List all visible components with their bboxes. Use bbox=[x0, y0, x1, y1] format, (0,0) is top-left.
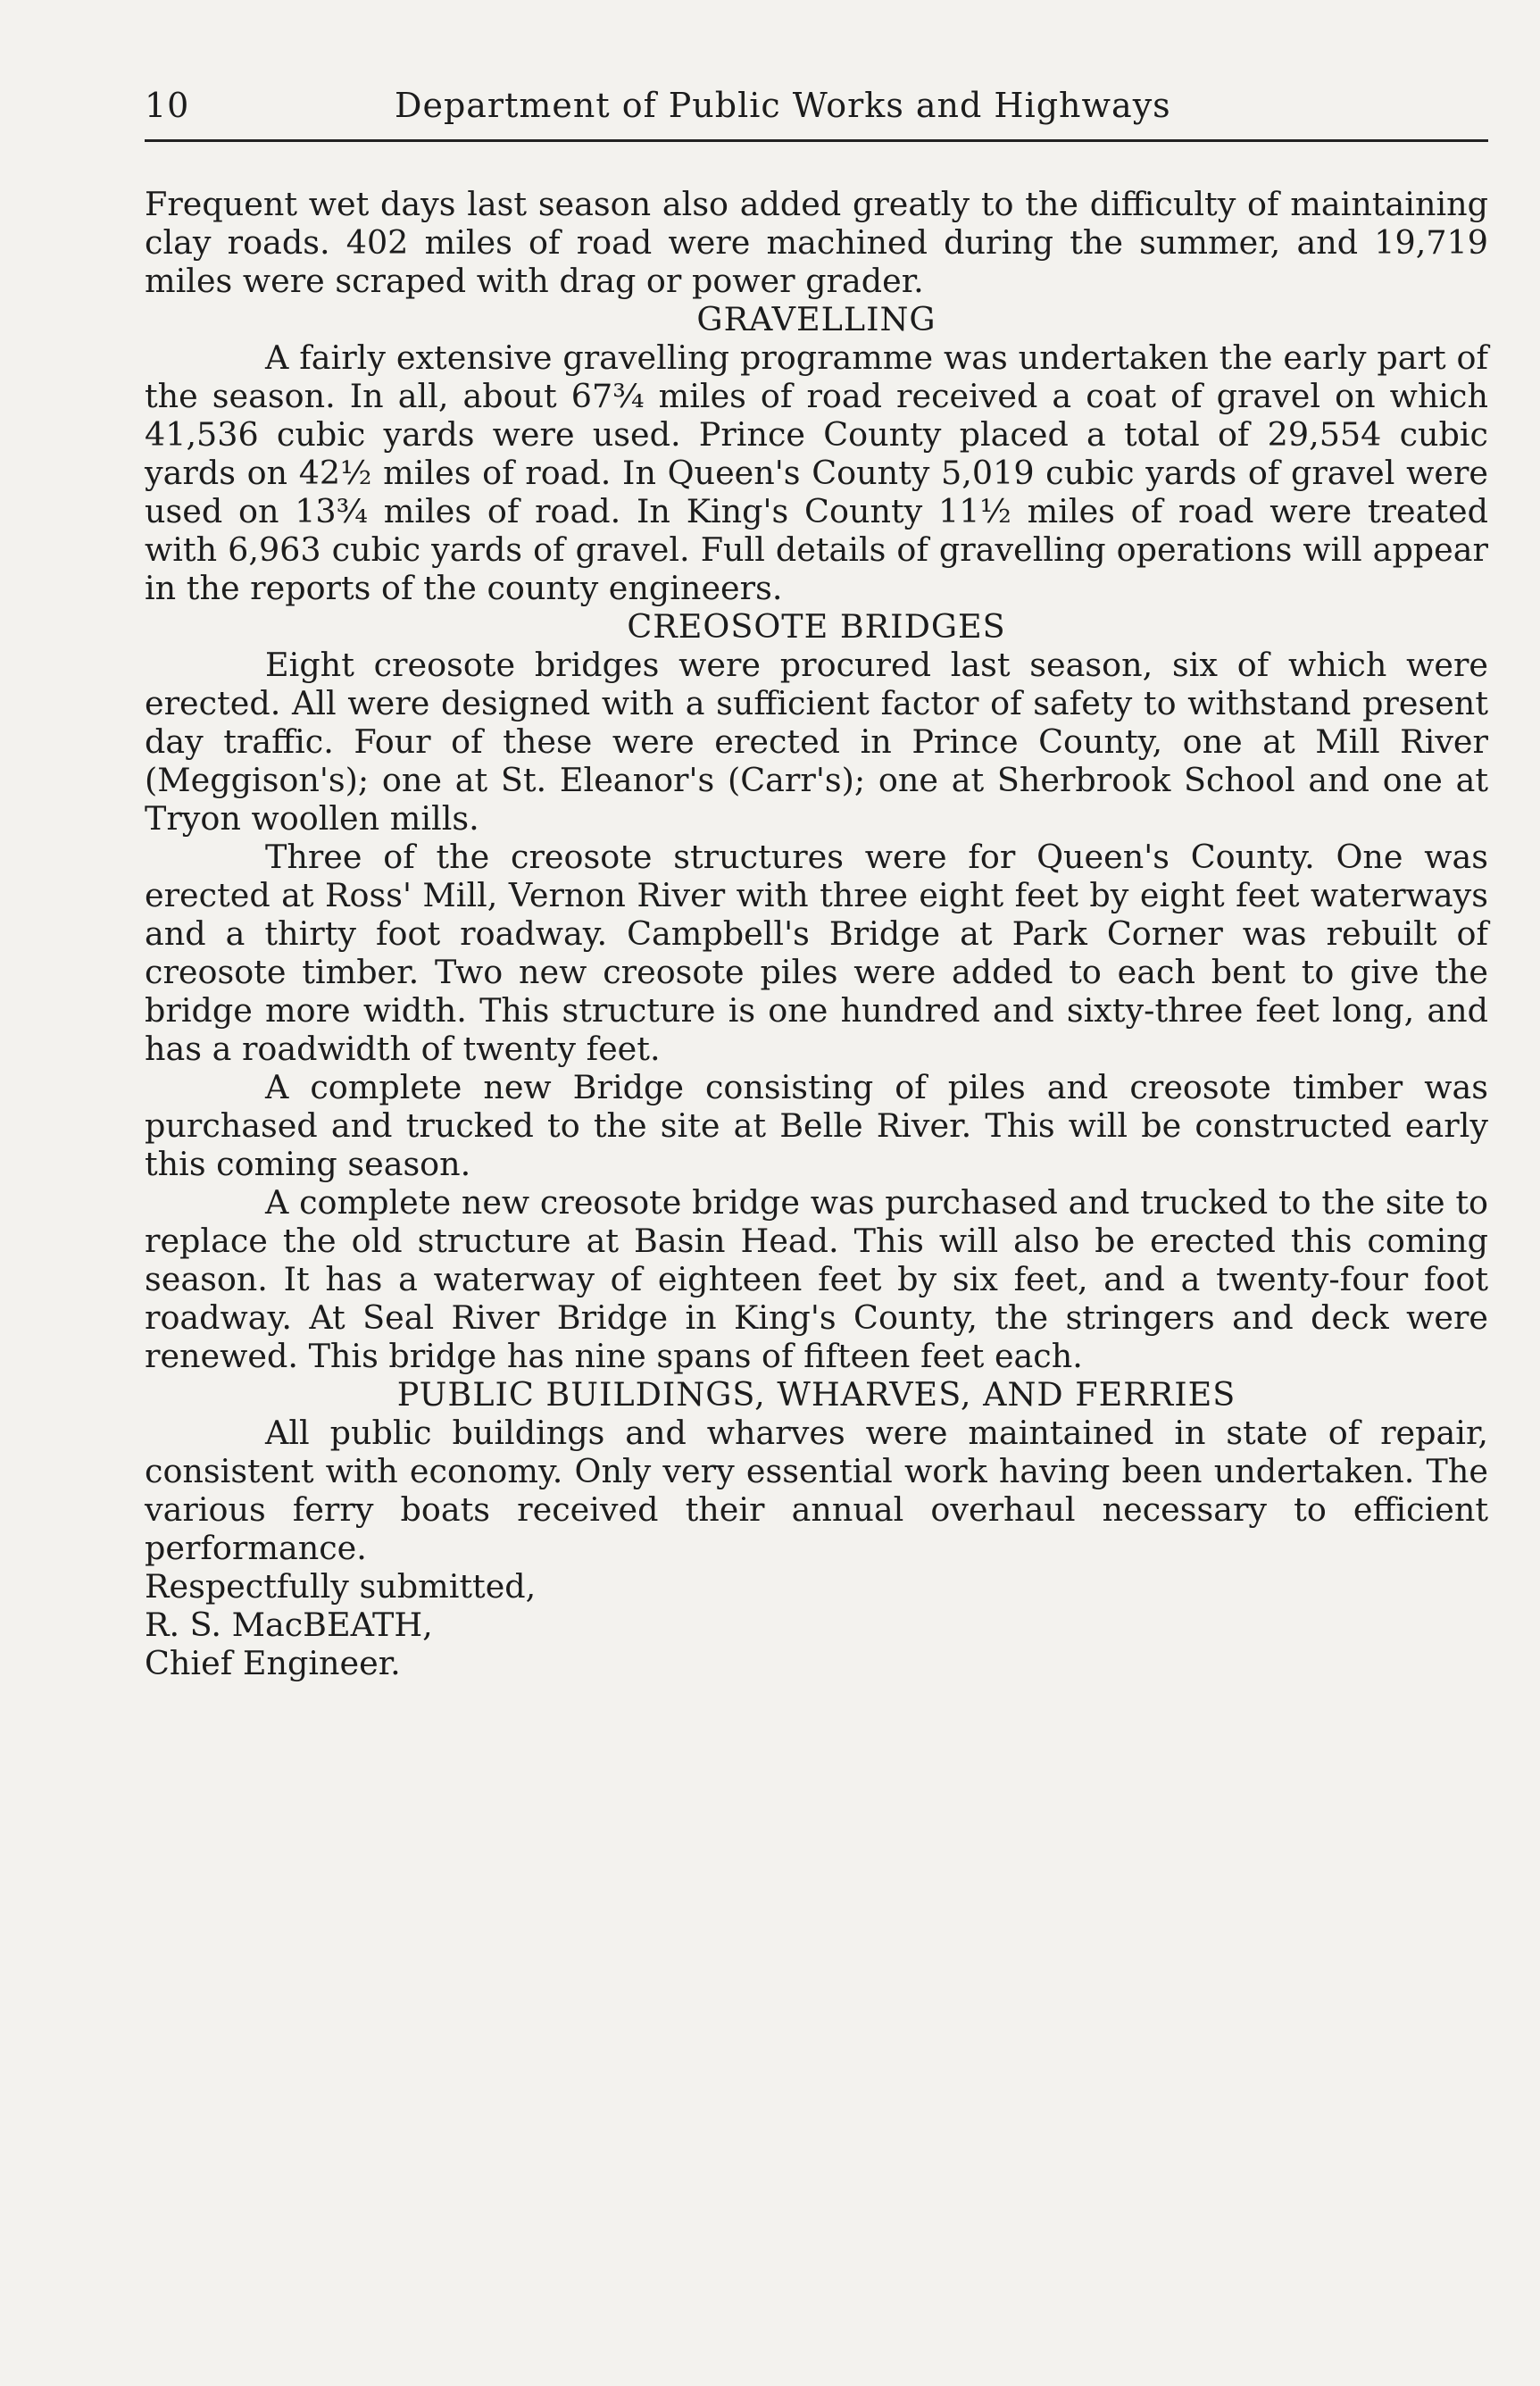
creosote-paragraph-4: A complete new creosote bridge was purchased and trucked to the site to replace the old structure at Basin Head. This will also be erected this coming season. It has a waterway of eighteen feet by six feet, and a twenty-four foot roadway. At Seal River Bridge in King's County, the stringers and deck were renewed. This bridge has nine spans of fifteen feet each. bbox=[145, 1183, 1488, 1375]
creosote-paragraph-3: A complete new Bridge consisting of piles and creosote timber was purchased and trucked to the site at Belle River. This will be constructed early this coming season. bbox=[145, 1068, 1488, 1183]
gravelling-heading: GRAVELLING bbox=[696, 300, 936, 338]
gravelling-paragraph: A fairly extensive gravelling programme was undertaken the early part of the season. In all, about 67¾ miles of road received a coat of gravel on which 41,536 cubic yards were used. Prince County placed a total of 29,554 cubic yards on 42½ miles of road. In Queen's County 5,019 cubic yards of gravel were used on 13¾ miles of road. In King's County 11½ miles of road were treated with 6,963 cubic yards of gravel. Full details of gravelling operations will appear in the reports of the county engineers. bbox=[145, 338, 1488, 607]
page-header bbox=[145, 86, 1488, 142]
page-number: 10 bbox=[145, 86, 190, 125]
signer-name: R. S. MacBEATH, bbox=[145, 1606, 433, 1644]
creosote-bridges-heading: CREOSOTE BRIDGES bbox=[627, 607, 1006, 646]
signer-title: Chief Engineer. bbox=[145, 1644, 401, 1682]
running-head: Department of Public Works and Highways bbox=[395, 86, 1171, 125]
document-body bbox=[145, 185, 1488, 1682]
closing-salutation: Respectfully submitted, bbox=[145, 1567, 537, 1606]
creosote-paragraph-2: Three of the creosote structures were for Queen's County. One was erected at Ross' Mill, Vernon River with three eight feet by eight feet waterways and a thirty foot roadway. Campbell's Bridge at Park Corner was rebuilt of creosote timber. Two new creosote piles were added to each bent to give the bridge more width. This structure is one hundred and sixty-three feet long, and has a roadwidth of twenty feet. bbox=[145, 838, 1488, 1068]
public-buildings-paragraph: All public buildings and wharves were maintained in state of repair, consistent with economy. Only very essential work having been undertaken. The various ferry boats received their annual overhaul necessary to efficient performance. bbox=[145, 1414, 1488, 1567]
intro-paragraph: Frequent wet days last season also added greatly to the difficulty of maintaining clay roads. 402 miles of road were machined during the summer, and 19,719 miles were scraped with drag or power grader. bbox=[145, 185, 1488, 300]
public-buildings-heading: PUBLIC BUILDINGS, WHARVES, AND FERRIES bbox=[396, 1375, 1236, 1414]
creosote-paragraph-1: Eight creosote bridges were procured last season, six of which were erected. All were designed with a sufficient factor of safety to withstand present day traffic. Four of these were erected in Prince County, one at Mill River (Meggison's); one at St. Eleanor's (Carr's); one at Sherbrook School and one at Tryon woollen mills. bbox=[145, 646, 1488, 838]
